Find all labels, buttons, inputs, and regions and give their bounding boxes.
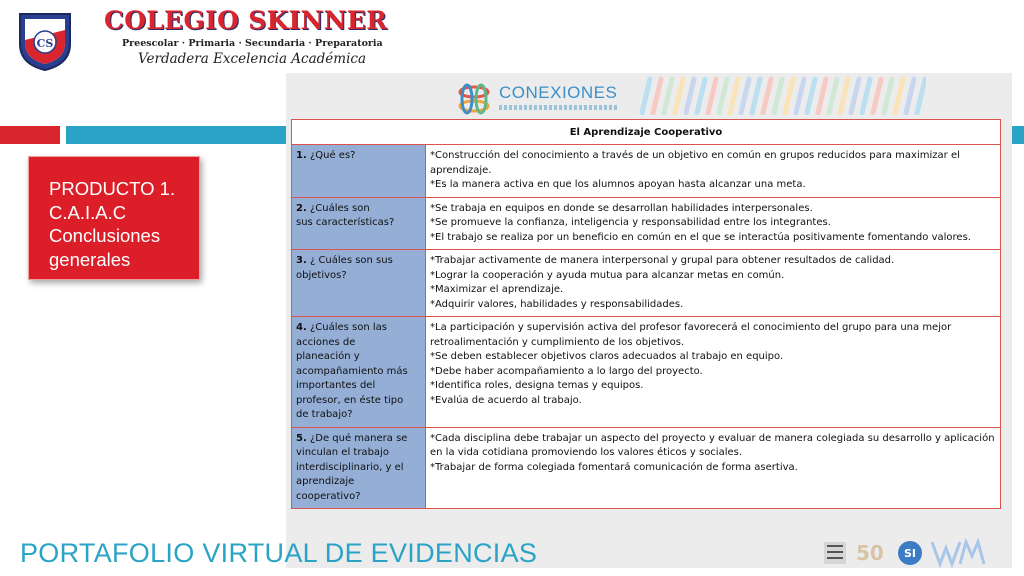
conexiones-tagline <box>499 105 619 110</box>
question-number: 1. <box>296 150 307 161</box>
answer-cell <box>426 197 1001 250</box>
answer-line: *El trabajo se realiza por un beneficio en común en el que se interactúa positivamente fomentando valores. <box>430 231 971 243</box>
answer-line: *Se deben establecer objetivos claros adecuados al trabajo en equipo. <box>430 351 784 362</box>
answer-line: *Debe haber acompañamiento a lo largo del proyecto. <box>430 365 703 377</box>
answer-line: *Es la manera activa en que los alumnos apoyan hasta alcanzar una meta. <box>430 179 806 190</box>
decorative-band-red <box>0 126 60 144</box>
question-text: ¿Cuáles son sus características? <box>296 202 395 228</box>
answer-cell <box>426 317 1001 428</box>
bgire-50-icon <box>856 541 884 565</box>
product-card <box>28 156 200 280</box>
answer-line: *Trabajar de forma colegiada fomentará comunicación de forma asertiva. <box>430 461 798 473</box>
question-cell <box>292 197 426 250</box>
si-icon <box>898 541 922 565</box>
question-text: ¿Qué es? <box>309 150 356 161</box>
question-number: 2. <box>296 202 307 214</box>
answer-cell <box>426 250 1001 317</box>
table-row <box>292 197 1001 250</box>
answer-line: *Adquirir valores, habilidades y responsabilidades. <box>430 298 684 310</box>
unam-icon <box>824 542 846 564</box>
school-crest-icon <box>16 10 74 72</box>
school-motto: Verdadera Excelencia Académica <box>138 51 367 67</box>
footer-logos <box>820 536 1010 570</box>
answer-line: *Lograr la cooperación y ayuda mutua para alcanzar metas en común. <box>430 269 785 281</box>
table-title-row <box>292 120 1001 145</box>
content-panel <box>286 73 1012 568</box>
table-row <box>292 427 1001 509</box>
answer-line: *Trabajar activamente de manera interpersonal y grupal para obtener resultados de calidad. <box>430 255 895 266</box>
table-row <box>292 250 1001 317</box>
svg-text:SI: SI <box>903 547 917 560</box>
wm-icon <box>932 542 984 564</box>
cooperative-learning-table <box>291 119 1001 509</box>
question-text: ¿Cuáles son las acciones de planeación y acompañamiento más importantes del profesor, en éste tipo de trabajo? <box>296 322 408 420</box>
question-cell <box>292 145 426 198</box>
answer-line: *Evalúa de acuerdo al trabajo. <box>430 394 582 406</box>
answer-line: *La participación y supervisión activa del profesor favorecerá el conocimiento del grupo para una mejor retroalimentación y cumplimiento de los objetivos. <box>430 322 952 348</box>
question-number: 5. <box>296 432 307 444</box>
decorative-band-teal-right <box>1010 126 1024 144</box>
question-number: 4. <box>296 322 307 333</box>
table-row <box>292 317 1001 428</box>
decorative-band-teal <box>66 126 288 144</box>
question-number: 3. <box>296 255 307 266</box>
school-levels: Preescolar · Primaria · Secundaria · Preparatoria <box>122 38 383 49</box>
answer-line: *Construcción del conocimiento a través de un objetivo en común en grupos reducidos para maximizar el aprendizaje. <box>430 150 960 176</box>
decorative-stripes-icon <box>636 75 926 115</box>
svg-text:CS: CS <box>36 37 54 50</box>
conexiones-logo-text: CONEXIONES <box>499 83 618 102</box>
question-text: ¿De qué manera se vinculan el trabajo interdisciplinario, y el aprendizaje cooperativo? <box>296 432 408 502</box>
question-cell <box>292 427 426 509</box>
answer-cell <box>426 145 1001 198</box>
answer-line: *Cada disciplina debe trabajar un aspecto del proyecto y evaluar de manera colegiada su desarrollo y aplicación en la vida cotidiana promoviendo los valores éticos y sociales. <box>430 432 995 458</box>
answer-cell <box>426 427 1001 509</box>
answer-line: *Se promueve la confianza, inteligencia y responsabilidad entre los integrantes. <box>430 217 831 228</box>
svg-text:50: 50 <box>856 541 884 565</box>
portfolio-title: PORTAFOLIO VIRTUAL DE EVIDENCIAS <box>20 538 538 568</box>
product-card-text: PRODUCTO 1. C.A.I.A.C Conclusiones generales <box>49 178 176 270</box>
answer-line: *Se trabaja en equipos en donde se desarrollan habilidades interpersonales. <box>430 202 813 214</box>
table-row <box>292 145 1001 198</box>
question-cell <box>292 250 426 317</box>
answer-line: *Maximizar el aprendizaje. <box>430 284 564 295</box>
question-cell <box>292 317 426 428</box>
school-name: COLEGIO SKINNER <box>104 6 388 35</box>
question-text: ¿ Cuáles son sus objetivos? <box>296 255 393 281</box>
answer-line: *Identifica roles, designa temas y equipos. <box>430 380 644 391</box>
table-title: El Aprendizaje Cooperativo <box>292 120 1001 145</box>
